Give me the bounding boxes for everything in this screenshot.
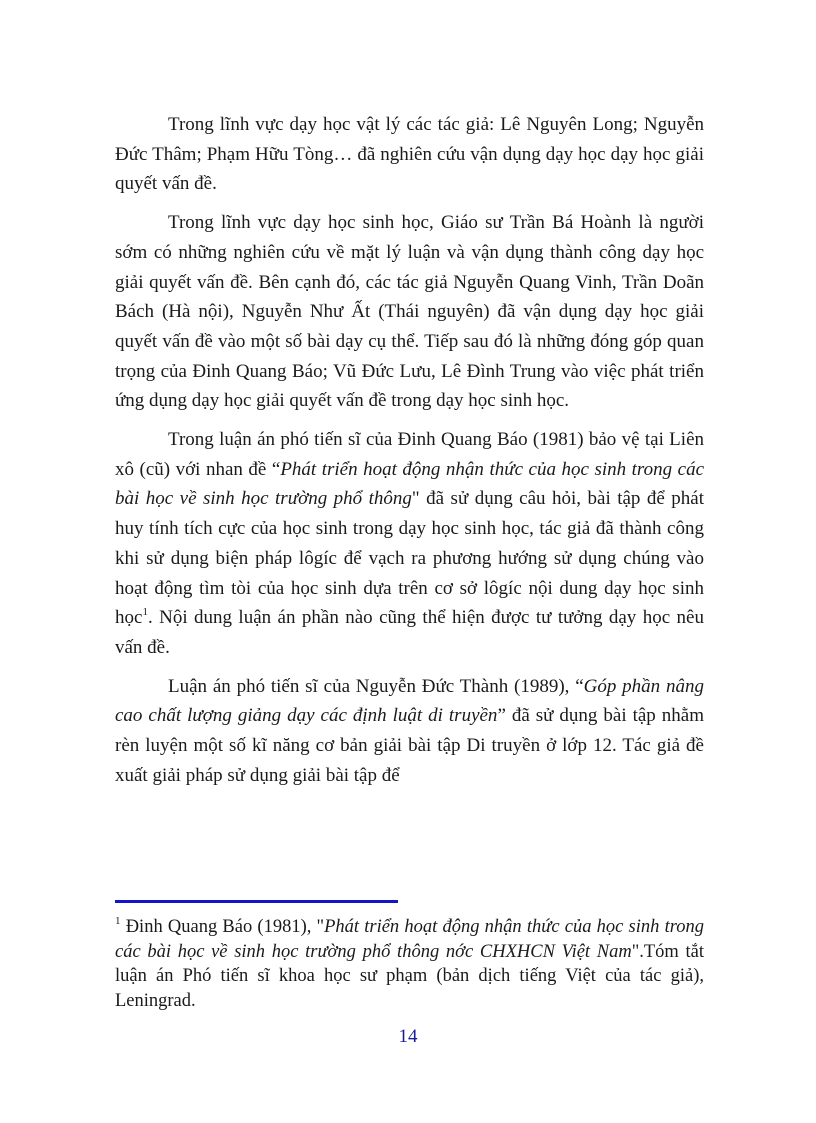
paragraph-text-tail: . Nội dung luận án phần nào cũng thể hiện được tư tưởng dạy học nêu vấn đề. [115, 607, 704, 658]
paragraph-physics-text: Trong lĩnh vực dạy học vật lý các tác giả: Lê Nguyên Long; Nguyễn Đức Thâm; Phạm Hữu Tòng… đã nghiên cứu vận dụng dạy học dạy học giải quyết vấn đề. [115, 114, 704, 195]
footnote-reference[interactable]: 1 [142, 605, 148, 618]
paragraph-physics [115, 110, 704, 199]
main-text [115, 110, 704, 799]
footnote-text-after: ".Tóm tắt luận án Phó tiến sĩ khoa học sư phạm (bản dịch tiếng Việt của tác giả), Leningrad. [115, 941, 705, 1011]
paragraph-text-after: " đã sử dụng câu hỏi, bài tập để phát huy tính tích cực của học sinh trong dạy học sinh học, tác giả đã thành công khi sử dụng biện pháp lôgíc để vạch ra phương hướng sử dụng chúng vào hoạt động tìm tòi của học sinh dựa trên cơ sở lôgíc nội dung dạy học sinh học [115, 488, 704, 629]
thesis-title-italic: Góp phần nâng cao chất lượng giảng dạy các định luật di truyền [115, 675, 704, 727]
thesis-title-italic: Phát triển hoạt động nhận thức của học sinh trong các bài học về sinh học trường phổ thông [115, 458, 704, 510]
paragraph-text-before: Luận án phó tiến sĩ của Nguyễn Đức Thành (1989), “ [168, 675, 584, 697]
paragraph-biology-text: Trong lĩnh vực dạy học sinh học, Giáo sư Trần Bá Hoành là người sớm có những nghiên cứu về mặt lý luận và vận dụng thành công dạy học giải quyết vấn đề. Bên cạnh đó, các tác giả Nguyễn Quang Vinh, Trần Doãn Bách (Hà nội), Nguyễn Như Ất (Thái nguyên) đã vận dụng dạy học giải quyết vấn đề vào một số bài dạy cụ thể. Tiếp sau đó là những đóng góp quan trọng của Đinh Quang Báo; Vũ Đức Lưu, Lê Đình Trung vào việc phát triển ứng dụng dạy học giải quyết vấn đề trong dạy học sinh học. [115, 212, 704, 412]
footnote [115, 915, 704, 1013]
footnote-text-before: Đinh Quang Báo (1981), " [120, 917, 325, 937]
paragraph-text-after: ” đã sử dụng bài tập nhằm rèn luyện một số kĩ năng cơ bản giải bài tập Di truyền ở lớp 12. Tác giả đề xuất giải pháp sử dụng giải bài tập để [115, 705, 704, 786]
footnote-marker: 1 [115, 914, 121, 927]
page-number: 14 [398, 1026, 418, 1047]
paragraph-biology [115, 208, 704, 416]
paragraph-dinh-quang-bao [115, 425, 704, 663]
paragraph-text-before: Trong luận án phó tiến sĩ của Đinh Quang Báo (1981) bảo vệ tại Liên xô (cũ) với nhan đề “ [115, 429, 704, 480]
paragraph-nguyen-duc-thanh [115, 672, 704, 791]
footnote-divider [115, 900, 398, 903]
footnote-title-italic: Phát triển hoạt động nhận thức của học sinh trong các bài học về sinh học trường phổ thông nớc CHXHCN Việt Nam [115, 917, 704, 962]
